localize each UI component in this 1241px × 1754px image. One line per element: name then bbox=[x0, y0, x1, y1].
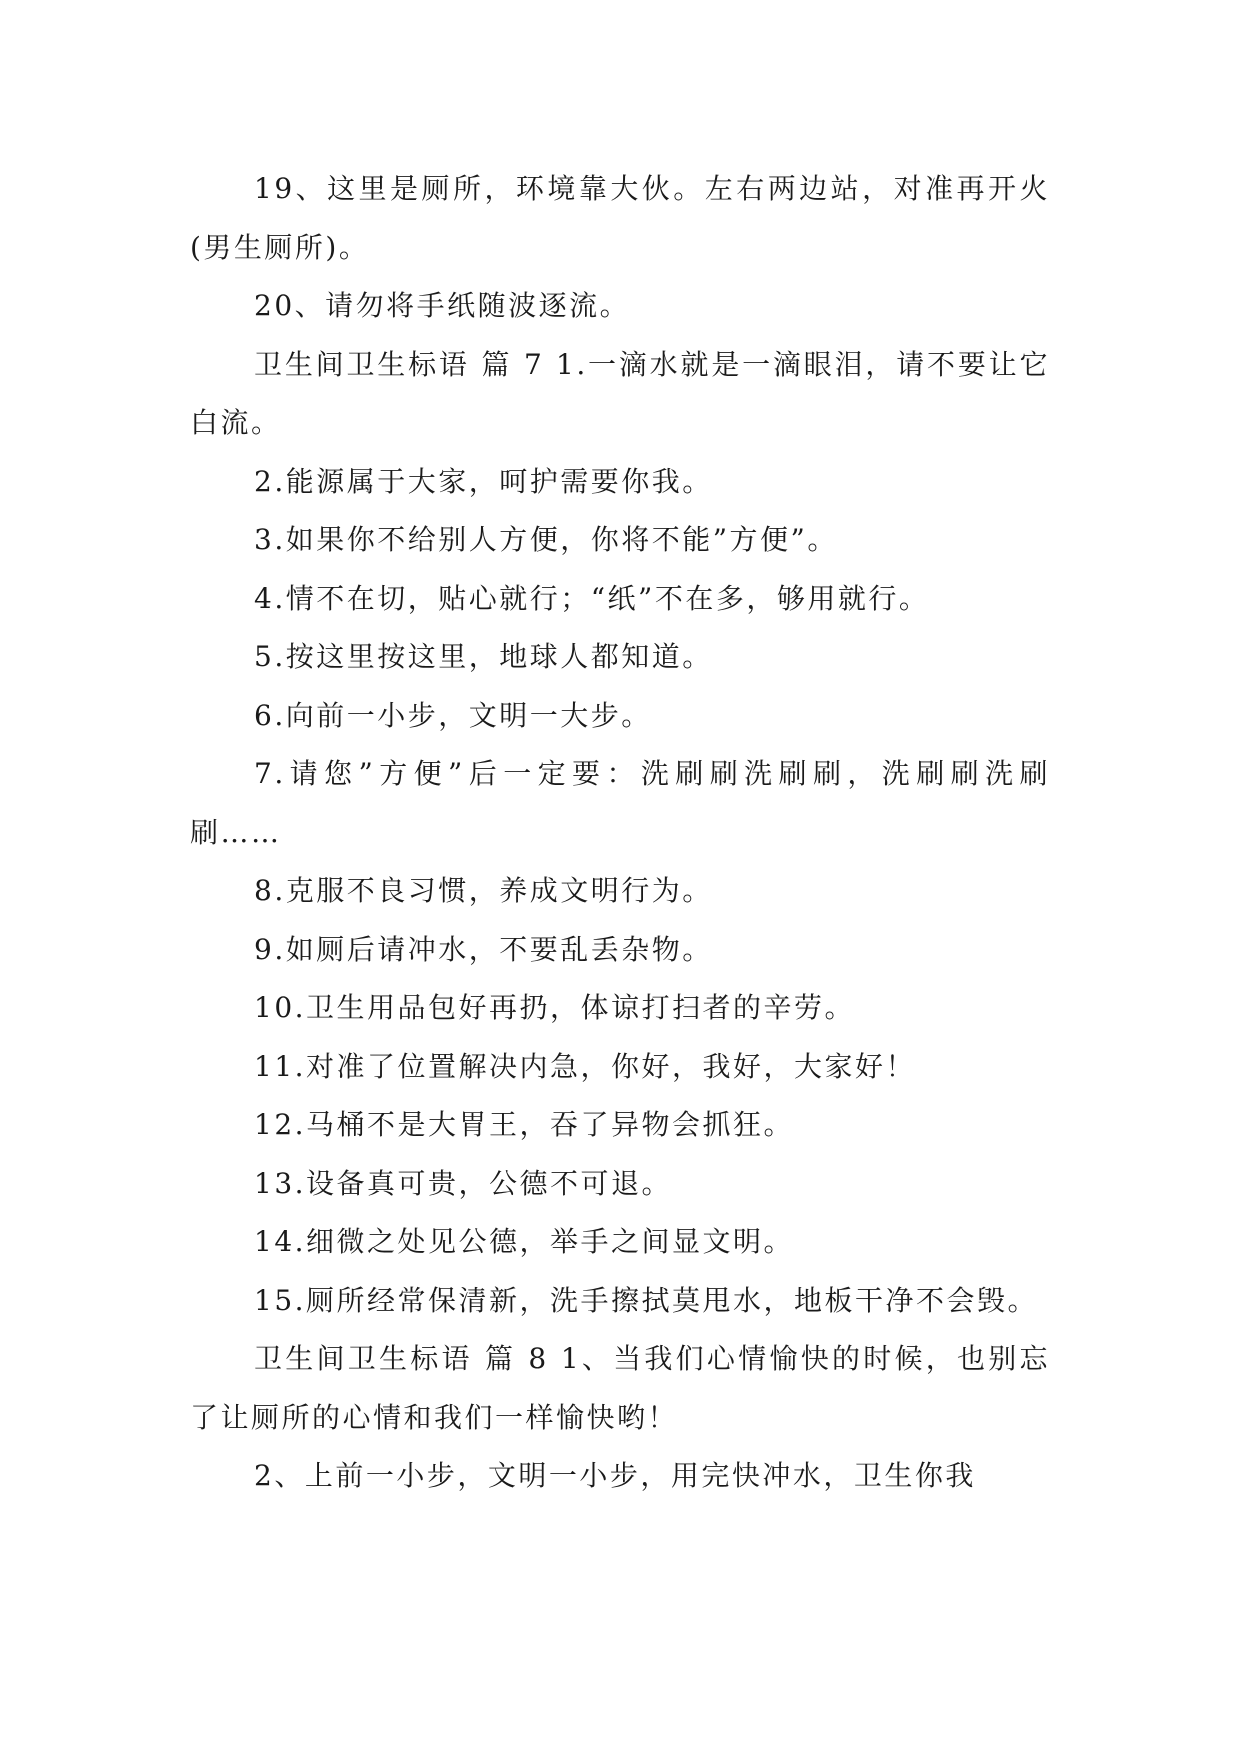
list-item: 8.克服不良习惯，养成文明行为。 bbox=[254, 874, 713, 907]
list-item: 5.按这里按这里，地球人都知道。 bbox=[254, 640, 713, 673]
list-item: 15.厕所经常保清新，洗手擦拭莫甩水，地板干净不会毁。 bbox=[254, 1283, 1039, 1317]
document-body bbox=[190, 160, 1050, 1506]
list-item: 2、上前一小步，文明一小步，用完快冲水，卫生你我 bbox=[254, 1459, 976, 1492]
list-item: 10.卫生用品包好再扔，体谅打扫者的辛劳。 bbox=[254, 991, 856, 1024]
section-8-heading-paragraph: 卫生间卫生标语 篇 8 1、当我们心情愉快的时候，也别忘了让厕所的心情和我们一样愉快哟！ bbox=[190, 1342, 1050, 1434]
list-item: 4.情不在切，贴心就行；“纸”不在多，够用就行。 bbox=[254, 581, 930, 615]
list-item: 14.细微之处见公德，举手之间显文明。 bbox=[254, 1225, 795, 1258]
list-item: 3.如果你不给别人方便，你将不能”方便”。 bbox=[254, 523, 838, 556]
list-item: 9.如厕后请冲水，不要乱丢杂物。 bbox=[254, 932, 713, 966]
list-item: 13.设备真可贵，公德不可退。 bbox=[254, 1166, 673, 1200]
list-item: 7.请您”方便”后一定要：洗刷刷洗刷刷，洗刷刷洗刷刷…… bbox=[190, 757, 1050, 849]
list-item: 6.向前一小步，文明一大步。 bbox=[254, 698, 652, 732]
list-item: 11.对准了位置解决内急，你好，我好，大家好！ bbox=[254, 1049, 917, 1083]
list-item: 2.能源属于大家，呵护需要你我。 bbox=[254, 464, 713, 498]
paragraph-19: 19、这里是厕所，环境靠大伙。左右两边站，对准再开火(男生厕所)。 bbox=[190, 172, 1050, 264]
paragraph-20: 20、请勿将手纸随波逐流。 bbox=[254, 289, 631, 322]
list-item: 12.马桶不是大胃王，吞了异物会抓狂。 bbox=[254, 1108, 795, 1141]
section-7-heading-paragraph: 卫生间卫生标语 篇 7 1.一滴水就是一滴眼泪，请不要让它白流。 bbox=[190, 347, 1050, 439]
